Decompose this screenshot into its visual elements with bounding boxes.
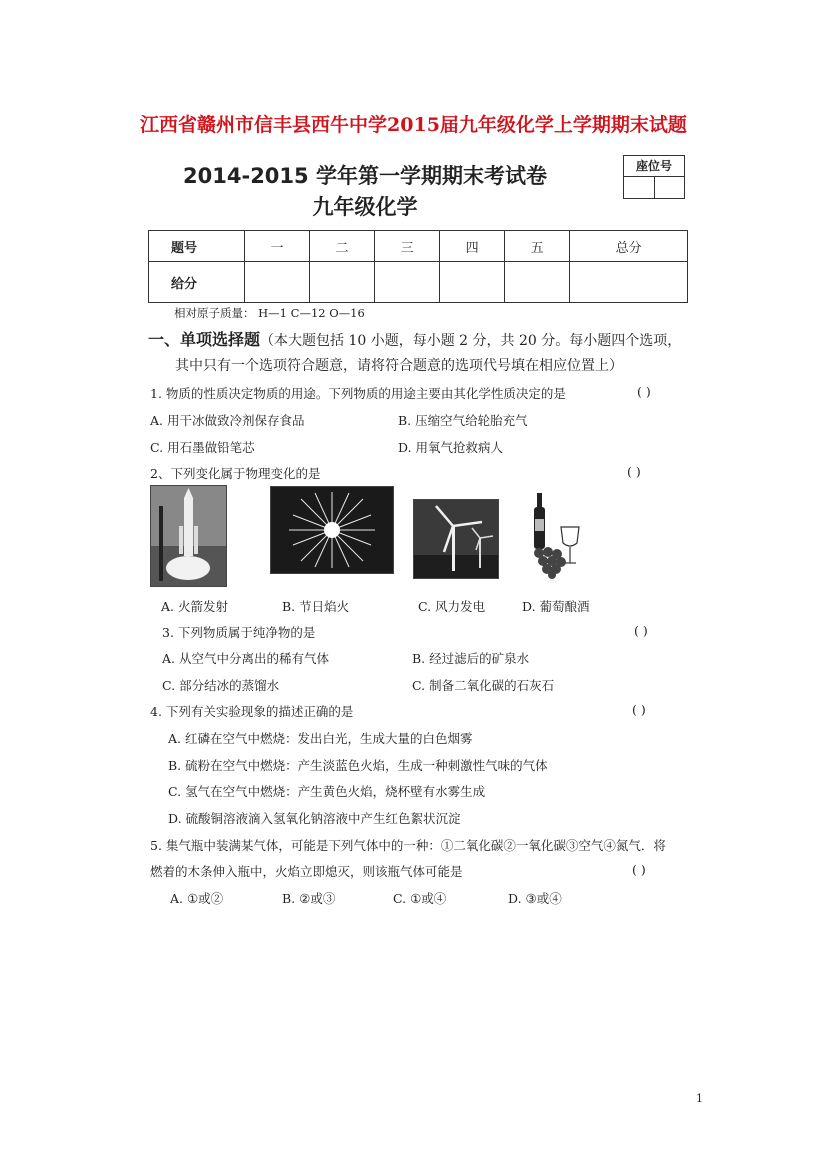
option: D. ③或④ (508, 891, 562, 906)
score-cell (505, 262, 570, 303)
page-number: 1 (696, 1092, 703, 1105)
score-header-cell: 一 (245, 231, 310, 262)
option: A. 从空气中分离出的稀有气体 (162, 651, 329, 666)
section1-desc: （本大题包括 10 小题，每小题 2 分，共 20 分。每小题四个选项， (260, 333, 682, 349)
score-table-header-row (149, 231, 688, 262)
answer-paren: ( ) (632, 702, 646, 717)
option: D. 葡萄酿酒 (522, 599, 590, 614)
option: B. 经过滤后的矿泉水 (412, 651, 530, 666)
question-stem: 4. 下列有关实验现象的描述正确的是 (150, 704, 354, 719)
score-header-cell: 总分 (570, 231, 688, 262)
atomic-mass-note: 相对原子质量： H—1 C—12 O—16 (174, 306, 365, 320)
exam-subtitle: 九年级化学 (312, 195, 418, 219)
option: C. 氢气在空气中燃烧：产生黄色火焰，烧杯壁有水雾生成 (168, 784, 486, 799)
section1-heading: 一、单项选择题 (148, 330, 261, 349)
section1-desc-line2: 其中只有一个选项符合题意，请将符合题意的选项代号填在相应位置上） (175, 358, 623, 374)
question-stem: 2、下列变化属于物理变化的是 (150, 466, 321, 481)
option: C. 部分结冰的蒸馏水 (162, 678, 280, 693)
option: B. ②或③ (282, 891, 336, 906)
option: D. 用氧气抢救病人 (398, 440, 504, 455)
score-header-cell: 二 (310, 231, 375, 262)
score-cell (570, 262, 688, 303)
option: A. 用干冰做致冷剂保存食品 (150, 413, 305, 428)
seat-number-label: 座位号 (624, 156, 684, 177)
score-header-cell: 五 (505, 231, 570, 262)
option: A. 火箭发射 (161, 599, 228, 614)
wind-turbine-photo (413, 499, 499, 579)
answer-paren: ( ) (627, 464, 641, 479)
rocket-photo (150, 485, 227, 587)
score-cell (310, 262, 375, 303)
option: A. 红磷在空气中燃烧：发出白光，生成大量的白色烟雾 (168, 731, 473, 746)
option: C. 制备二氧化碳的石灰石 (412, 678, 555, 693)
option: C. 用石墨做铅笔芯 (150, 440, 255, 455)
wine-grapes-photo (525, 489, 581, 579)
score-cell (440, 262, 505, 303)
score-cell (375, 262, 440, 303)
option: C. 风力发电 (418, 599, 486, 614)
score-cell (245, 262, 310, 303)
score-header-cell: 题号 (149, 231, 245, 262)
question-stem: 1. 物质的性质决定物质的用途。下列物质的用途主要由其化学性质决定的是 (150, 386, 566, 401)
question-stem-line2: 燃着的木条伸入瓶中，火焰立即熄灭，则该瓶气体可能是 (150, 864, 463, 879)
option: B. 节日焰火 (282, 599, 350, 614)
answer-paren: ( ) (632, 862, 646, 877)
score-header-cell: 四 (440, 231, 505, 262)
score-header-cell: 三 (375, 231, 440, 262)
question-stem: 5. 集气瓶中装满某气体，可能是下列气体中的一种：①二氧化碳②一氧化碳③空气④氮气．将 (150, 838, 666, 853)
seat-box-divider (654, 177, 655, 198)
option: A. ①或② (170, 891, 224, 906)
section1-heading-line (148, 327, 681, 350)
answer-paren: ( ) (634, 623, 648, 638)
score-row-label: 给分 (149, 262, 245, 303)
option: D. 硫酸铜溶液滴入氢氧化钠溶液中产生红色絮状沉淀 (168, 811, 461, 826)
answer-paren: ( ) (637, 384, 651, 399)
option: B. 压缩空气给轮胎充气 (398, 413, 528, 428)
document-title: 江西省赣州市信丰县西牛中学2015届九年级化学上学期期末试题 (140, 114, 687, 136)
option: B. 硫粉在空气中燃烧：产生淡蓝色火焰，生成一种刺激性气味的气体 (168, 758, 548, 773)
fireworks-photo (270, 486, 394, 574)
seat-number-box (623, 155, 685, 199)
score-table-score-row (149, 262, 688, 303)
option: C. ①或④ (393, 891, 447, 906)
score-table (148, 230, 688, 303)
exam-title: 2014-2015 学年第一学期期末考试卷 (183, 164, 547, 188)
question-stem: 3. 下列物质属于纯净物的是 (162, 625, 316, 640)
